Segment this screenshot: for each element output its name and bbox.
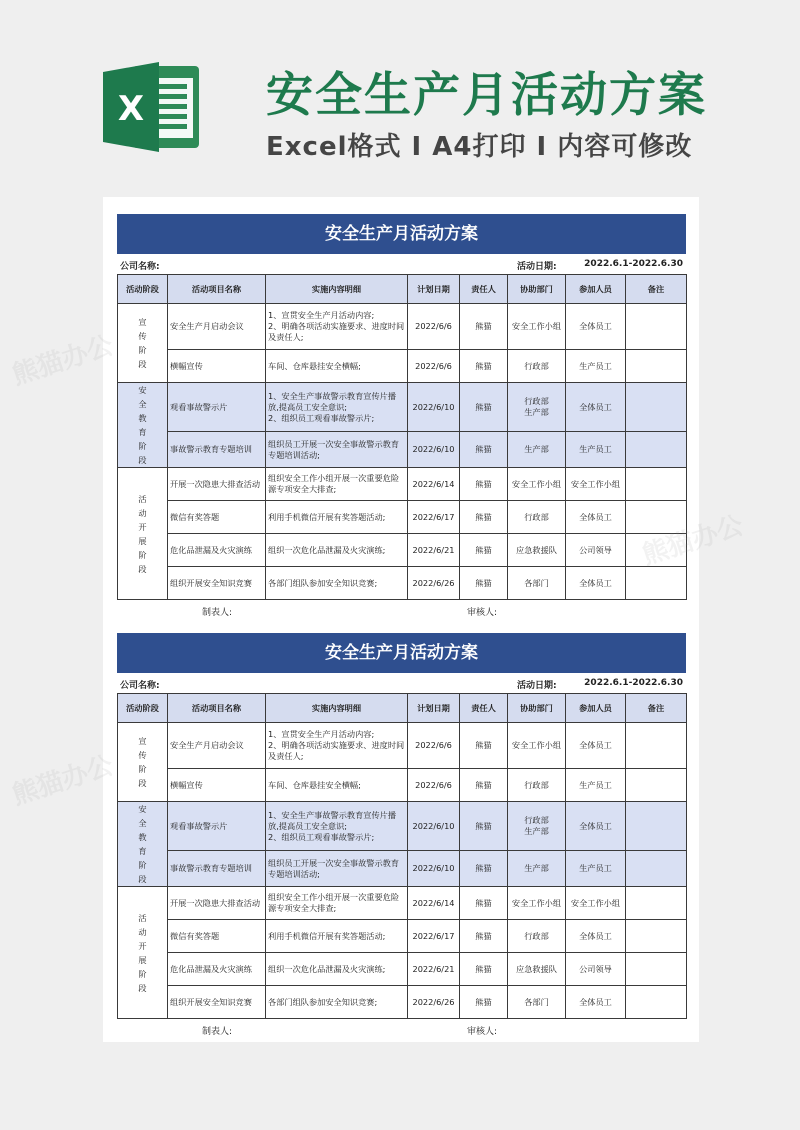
detail-cell: 1、安全生产事故警示教育宣传片播放,提高员工安全意识; 2、组织员工观看事故警示片;	[266, 802, 408, 851]
people-cell: 全体员工	[566, 920, 626, 953]
column-header-dept: 协助部门	[508, 694, 566, 723]
note-cell	[626, 304, 687, 350]
sheet-footer	[117, 1019, 686, 1041]
company-label: 公司名称:	[120, 262, 160, 272]
table-row	[118, 304, 687, 350]
table-row	[118, 468, 687, 501]
dept-cell: 生产部	[508, 432, 566, 468]
people-cell: 生产员工	[566, 769, 626, 802]
owner-cell: 熊猫	[460, 953, 508, 986]
date-cell: 2022/6/10	[408, 851, 460, 887]
owner-cell: 熊猫	[460, 986, 508, 1019]
column-header-stage: 活动阶段	[118, 275, 168, 304]
owner-cell: 熊猫	[460, 887, 508, 920]
dept-cell: 行政部	[508, 350, 566, 383]
owner-cell: 熊猫	[460, 350, 508, 383]
banner-subtitle: Excel格式 I A4打印 I 内容可修改	[266, 132, 693, 162]
people-cell: 生产员工	[566, 432, 626, 468]
column-header-people: 参加人员	[566, 275, 626, 304]
note-cell	[626, 769, 687, 802]
name-cell: 横幅宣传	[168, 769, 266, 802]
dept-cell: 应急救援队	[508, 534, 566, 567]
owner-cell: 熊猫	[460, 432, 508, 468]
date-cell: 2022/6/6	[408, 350, 460, 383]
date-label: 活动日期:	[517, 262, 557, 272]
people-cell: 全体员工	[566, 304, 626, 350]
people-cell: 安全工作小组	[566, 887, 626, 920]
owner-cell: 熊猫	[460, 851, 508, 887]
name-cell: 观看事故警示片	[168, 383, 266, 432]
stage-cell: 活 动 开 展 阶 段	[118, 887, 168, 1019]
table-row	[118, 920, 687, 953]
name-cell: 观看事故警示片	[168, 802, 266, 851]
column-header-name: 活动项目名称	[168, 275, 266, 304]
people-cell: 生产员工	[566, 350, 626, 383]
table-row	[118, 851, 687, 887]
dept-cell: 安全工作小组	[508, 723, 566, 769]
detail-cell: 车间、仓库悬挂安全横幅;	[266, 769, 408, 802]
people-cell: 安全工作小组	[566, 468, 626, 501]
detail-cell: 组织一次危化品泄漏及火灾演练;	[266, 953, 408, 986]
banner-title: 安全生产月活动方案	[266, 68, 707, 123]
date-label: 活动日期:	[517, 681, 557, 691]
note-cell	[626, 432, 687, 468]
table-body	[118, 723, 687, 1019]
column-header-owner: 责任人	[460, 694, 508, 723]
date-value: 2022.6.1-2022.6.30	[584, 678, 683, 688]
date-cell: 2022/6/6	[408, 723, 460, 769]
date-value: 2022.6.1-2022.6.30	[584, 259, 683, 269]
date-cell: 2022/6/21	[408, 953, 460, 986]
stage-cell: 活 动 开 展 阶 段	[118, 468, 168, 600]
dept-cell: 安全工作小组	[508, 468, 566, 501]
column-header-note: 备注	[626, 694, 687, 723]
table-row	[118, 802, 687, 851]
note-cell	[626, 920, 687, 953]
name-cell: 危化品泄漏及火灾演练	[168, 953, 266, 986]
note-cell	[626, 953, 687, 986]
dept-cell: 应急救援队	[508, 953, 566, 986]
detail-cell: 组织安全工作小组开展一次重要危险源专项安全大排查;	[266, 887, 408, 920]
column-header-date: 计划日期	[408, 694, 460, 723]
table-row	[118, 769, 687, 802]
logo-letter: X	[117, 89, 145, 129]
date-cell: 2022/6/26	[408, 986, 460, 1019]
checker-label: 审核人:	[467, 608, 498, 618]
dept-cell: 行政部 生产部	[508, 802, 566, 851]
stage-cell: 安 全 教 育 阶 段	[118, 383, 168, 468]
dept-cell: 行政部	[508, 501, 566, 534]
dept-cell: 行政部	[508, 920, 566, 953]
dept-cell: 各部门	[508, 986, 566, 1019]
excel-logo-icon	[103, 58, 203, 156]
dept-cell: 行政部 生产部	[508, 383, 566, 432]
owner-cell: 熊猫	[460, 534, 508, 567]
dept-cell: 各部门	[508, 567, 566, 600]
name-cell: 微信有奖答题	[168, 920, 266, 953]
sheet-title: 安全生产月活动方案	[117, 633, 686, 673]
column-header-date: 计划日期	[408, 275, 460, 304]
name-cell: 组织开展安全知识竞赛	[168, 986, 266, 1019]
owner-cell: 熊猫	[460, 802, 508, 851]
table-header-row	[118, 694, 687, 723]
note-cell	[626, 986, 687, 1019]
column-header-name: 活动项目名称	[168, 694, 266, 723]
watermark: 熊猫办公	[8, 330, 117, 392]
name-cell: 危化品泄漏及火灾演练	[168, 534, 266, 567]
name-cell: 开展一次隐患大排查活动	[168, 887, 266, 920]
activity-table	[117, 693, 687, 1019]
note-cell	[626, 501, 687, 534]
owner-cell: 熊猫	[460, 920, 508, 953]
date-cell: 2022/6/17	[408, 501, 460, 534]
activity-plan-sheet	[117, 214, 686, 622]
detail-cell: 1、安全生产事故警示教育宣传片播放,提高员工安全意识; 2、组织员工观看事故警示片;	[266, 383, 408, 432]
column-header-dept: 协助部门	[508, 275, 566, 304]
name-cell: 事故警示教育专题培训	[168, 432, 266, 468]
detail-cell: 组织员工开展一次安全事故警示教育专题培训活动;	[266, 851, 408, 887]
detail-cell: 1、宣贯安全生产月活动内容; 2、明确各项活动实施要求、进度时间及责任人;	[266, 304, 408, 350]
name-cell: 组织开展安全知识竞赛	[168, 567, 266, 600]
detail-cell: 1、宣贯安全生产月活动内容; 2、明确各项活动实施要求、进度时间及责任人;	[266, 723, 408, 769]
people-cell: 公司领导	[566, 953, 626, 986]
name-cell: 开展一次隐患大排查活动	[168, 468, 266, 501]
people-cell: 全体员工	[566, 802, 626, 851]
table-row	[118, 432, 687, 468]
company-label: 公司名称:	[120, 681, 160, 691]
owner-cell: 熊猫	[460, 383, 508, 432]
watermark: 熊猫办公	[8, 750, 117, 812]
note-cell	[626, 383, 687, 432]
table-row	[118, 567, 687, 600]
owner-cell: 熊猫	[460, 567, 508, 600]
note-cell	[626, 802, 687, 851]
detail-cell: 各部门组队参加安全知识竞赛;	[266, 567, 408, 600]
table-body	[118, 304, 687, 600]
column-header-owner: 责任人	[460, 275, 508, 304]
name-cell: 事故警示教育专题培训	[168, 851, 266, 887]
sheet-title: 安全生产月活动方案	[117, 214, 686, 254]
column-header-people: 参加人员	[566, 694, 626, 723]
banner	[0, 0, 800, 190]
date-cell: 2022/6/21	[408, 534, 460, 567]
people-cell: 全体员工	[566, 723, 626, 769]
name-cell: 安全生产月启动会议	[168, 304, 266, 350]
date-cell: 2022/6/6	[408, 769, 460, 802]
owner-cell: 熊猫	[460, 769, 508, 802]
note-cell	[626, 567, 687, 600]
detail-cell: 利用手机微信开展有奖答题活动;	[266, 920, 408, 953]
note-cell	[626, 468, 687, 501]
document-page	[103, 197, 699, 1042]
note-cell	[626, 350, 687, 383]
date-cell: 2022/6/14	[408, 887, 460, 920]
date-cell: 2022/6/10	[408, 432, 460, 468]
dept-cell: 安全工作小组	[508, 304, 566, 350]
note-cell	[626, 723, 687, 769]
note-cell	[626, 534, 687, 567]
maker-label: 制表人:	[202, 1027, 233, 1037]
dept-cell: 生产部	[508, 851, 566, 887]
detail-cell: 各部门组队参加安全知识竞赛;	[266, 986, 408, 1019]
sheet-info-row	[117, 254, 686, 274]
owner-cell: 熊猫	[460, 501, 508, 534]
people-cell: 公司领导	[566, 534, 626, 567]
note-cell	[626, 851, 687, 887]
dept-cell: 行政部	[508, 769, 566, 802]
table-row	[118, 350, 687, 383]
stage-cell: 宣 传 阶 段	[118, 304, 168, 383]
checker-label: 审核人:	[467, 1027, 498, 1037]
name-cell: 安全生产月启动会议	[168, 723, 266, 769]
people-cell: 生产员工	[566, 851, 626, 887]
detail-cell: 组织员工开展一次安全事故警示教育专题培训活动;	[266, 432, 408, 468]
note-cell	[626, 887, 687, 920]
date-cell: 2022/6/6	[408, 304, 460, 350]
column-header-detail: 实施内容明细	[266, 694, 408, 723]
date-cell: 2022/6/17	[408, 920, 460, 953]
sheet-info-row	[117, 673, 686, 693]
sheet-footer	[117, 600, 686, 622]
table-row	[118, 383, 687, 432]
people-cell: 全体员工	[566, 567, 626, 600]
date-cell: 2022/6/10	[408, 383, 460, 432]
dept-cell: 安全工作小组	[508, 887, 566, 920]
column-header-stage: 活动阶段	[118, 694, 168, 723]
detail-cell: 组织安全工作小组开展一次重要危险源专项安全大排查;	[266, 468, 408, 501]
stage-cell: 宣 传 阶 段	[118, 723, 168, 802]
date-cell: 2022/6/10	[408, 802, 460, 851]
table-header-row	[118, 275, 687, 304]
name-cell: 微信有奖答题	[168, 501, 266, 534]
date-cell: 2022/6/26	[408, 567, 460, 600]
table-row	[118, 986, 687, 1019]
table-row	[118, 534, 687, 567]
column-header-note: 备注	[626, 275, 687, 304]
owner-cell: 熊猫	[460, 468, 508, 501]
detail-cell: 组织一次危化品泄漏及火灾演练;	[266, 534, 408, 567]
date-cell: 2022/6/14	[408, 468, 460, 501]
table-row	[118, 501, 687, 534]
activity-plan-sheet	[117, 633, 686, 1041]
detail-cell: 车间、仓库悬挂安全横幅;	[266, 350, 408, 383]
column-header-detail: 实施内容明细	[266, 275, 408, 304]
owner-cell: 熊猫	[460, 304, 508, 350]
table-row	[118, 953, 687, 986]
owner-cell: 熊猫	[460, 723, 508, 769]
people-cell: 全体员工	[566, 501, 626, 534]
people-cell: 全体员工	[566, 986, 626, 1019]
table-row	[118, 887, 687, 920]
maker-label: 制表人:	[202, 608, 233, 618]
stage-cell: 安 全 教 育 阶 段	[118, 802, 168, 887]
table-row	[118, 723, 687, 769]
activity-table	[117, 274, 687, 600]
people-cell: 全体员工	[566, 383, 626, 432]
detail-cell: 利用手机微信开展有奖答题活动;	[266, 501, 408, 534]
name-cell: 横幅宣传	[168, 350, 266, 383]
